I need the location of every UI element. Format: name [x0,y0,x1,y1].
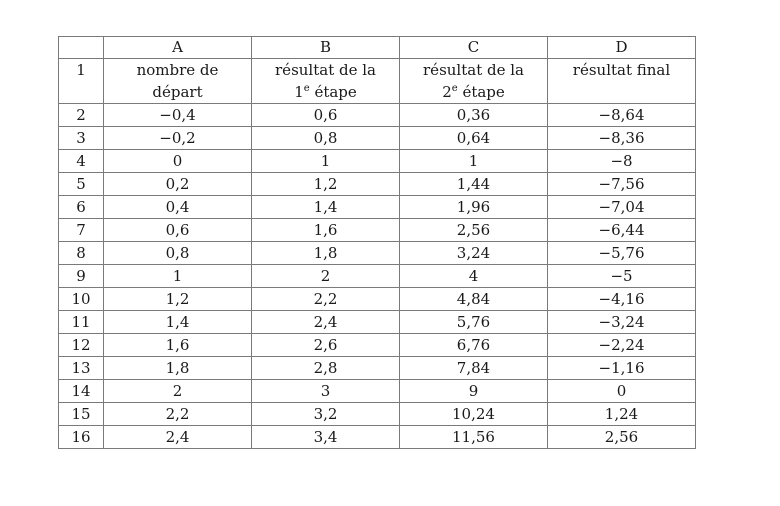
table-row [59,403,696,426]
cell-d[interactable]: −7,56 [548,173,696,196]
label-b-sup: e [303,83,310,94]
label-d-line1: résultat final [572,61,671,79]
cell-c[interactable]: 9 [400,380,548,403]
row-number[interactable]: 2 [59,104,104,127]
cell-b[interactable]: 1,2 [252,173,400,196]
table-row [59,380,696,403]
cell-a[interactable]: 1,4 [104,311,252,334]
cell-c[interactable]: 4,84 [400,288,548,311]
cell-a[interactable]: 0,8 [104,242,252,265]
cell-d[interactable]: −5 [548,265,696,288]
table-row [59,219,696,242]
cell-b[interactable]: 3 [252,380,400,403]
cell-b[interactable]: 1,6 [252,219,400,242]
cell-c1-label[interactable] [400,59,548,104]
cell-d[interactable]: −3,24 [548,311,696,334]
cell-a[interactable]: 1,6 [104,334,252,357]
label-c-line1: résultat de la [423,61,524,79]
cell-a[interactable]: −0,2 [104,127,252,150]
label-c-ordinal: 2 [442,83,452,101]
cell-d1-label[interactable] [548,59,696,104]
cell-d[interactable]: −7,04 [548,196,696,219]
table-row [59,196,696,219]
cell-c[interactable]: 1,44 [400,173,548,196]
cell-c[interactable]: 1,96 [400,196,548,219]
cell-c[interactable]: 3,24 [400,242,548,265]
label-b-rest: étape [309,83,357,101]
row-number[interactable]: 15 [59,403,104,426]
cell-b[interactable]: 1,8 [252,242,400,265]
row-number[interactable]: 8 [59,242,104,265]
column-header-b[interactable]: B [252,37,400,59]
table-row [59,334,696,357]
table-row [59,311,696,334]
table-row [59,104,696,127]
cell-d[interactable]: −6,44 [548,219,696,242]
corner-cell [59,37,104,59]
table-row [59,242,696,265]
cell-a[interactable]: 1 [104,265,252,288]
cell-b[interactable]: 1 [252,150,400,173]
cell-a[interactable]: 2 [104,380,252,403]
row-number[interactable]: 4 [59,150,104,173]
cell-d[interactable]: −8 [548,150,696,173]
cell-d[interactable]: −2,24 [548,334,696,357]
column-header-a[interactable]: A [104,37,252,59]
cell-a[interactable]: 1,8 [104,357,252,380]
cell-c[interactable]: 0,36 [400,104,548,127]
cell-b[interactable]: 2,4 [252,311,400,334]
cell-b[interactable]: 3,4 [252,426,400,449]
column-header-c[interactable]: C [400,37,548,59]
cell-d[interactable]: −8,36 [548,127,696,150]
label-a-line1: nombre de [136,61,219,79]
label-c-sup: e [451,83,458,94]
row-number[interactable]: 11 [59,311,104,334]
cell-d[interactable]: 0 [548,380,696,403]
cell-d[interactable]: −5,76 [548,242,696,265]
table-row [59,288,696,311]
cell-d[interactable]: 2,56 [548,426,696,449]
row-number[interactable]: 12 [59,334,104,357]
row-number[interactable]: 13 [59,357,104,380]
cell-c[interactable]: 5,76 [400,311,548,334]
cell-b[interactable]: 3,2 [252,403,400,426]
cell-b[interactable]: 2,8 [252,357,400,380]
label-c-rest: étape [457,83,505,101]
row-number[interactable]: 1 [59,59,104,104]
table-row [59,127,696,150]
label-c-line2 [442,83,505,101]
table-row [59,173,696,196]
cell-c[interactable]: 7,84 [400,357,548,380]
row-number[interactable]: 10 [59,288,104,311]
table-row [59,150,696,173]
cell-c[interactable]: 4 [400,265,548,288]
cell-b[interactable]: 0,6 [252,104,400,127]
cell-d[interactable]: −4,16 [548,288,696,311]
table-row [59,265,696,288]
row-number[interactable]: 3 [59,127,104,150]
cell-b[interactable]: 2,6 [252,334,400,357]
cell-d[interactable]: −1,16 [548,357,696,380]
column-header-row [59,37,696,59]
label-b-ordinal: 1 [294,83,304,101]
cell-a[interactable]: 2,2 [104,403,252,426]
label-a-line2: départ [152,83,203,101]
row-number[interactable]: 6 [59,196,104,219]
spreadsheet-table [58,36,696,449]
cell-a1-label[interactable] [104,59,252,104]
cell-a[interactable]: 0 [104,150,252,173]
column-header-d[interactable]: D [548,37,696,59]
cell-c[interactable]: 6,76 [400,334,548,357]
row-number[interactable]: 16 [59,426,104,449]
cell-d[interactable]: −8,64 [548,104,696,127]
row-number[interactable]: 7 [59,219,104,242]
cell-a[interactable]: −0,4 [104,104,252,127]
cell-b[interactable]: 1,4 [252,196,400,219]
cell-a[interactable]: 2,4 [104,426,252,449]
label-b-line2 [294,83,357,101]
label-row [59,59,696,104]
cell-c[interactable]: 1 [400,150,548,173]
table-row [59,357,696,380]
table-row [59,426,696,449]
cell-b1-label[interactable] [252,59,400,104]
cell-c[interactable]: 2,56 [400,219,548,242]
label-b-line1: résultat de la [275,61,376,79]
row-number[interactable]: 9 [59,265,104,288]
cell-a[interactable]: 1,2 [104,288,252,311]
cell-d[interactable]: 1,24 [548,403,696,426]
cell-b[interactable]: 0,8 [252,127,400,150]
row-number[interactable]: 14 [59,380,104,403]
cell-c[interactable]: 11,56 [400,426,548,449]
cell-b[interactable]: 2,2 [252,288,400,311]
cell-a[interactable]: 0,4 [104,196,252,219]
cell-a[interactable]: 0,6 [104,219,252,242]
cell-b[interactable]: 2 [252,265,400,288]
cell-a[interactable]: 0,2 [104,173,252,196]
row-number[interactable]: 5 [59,173,104,196]
cell-c[interactable]: 0,64 [400,127,548,150]
cell-c[interactable]: 10,24 [400,403,548,426]
